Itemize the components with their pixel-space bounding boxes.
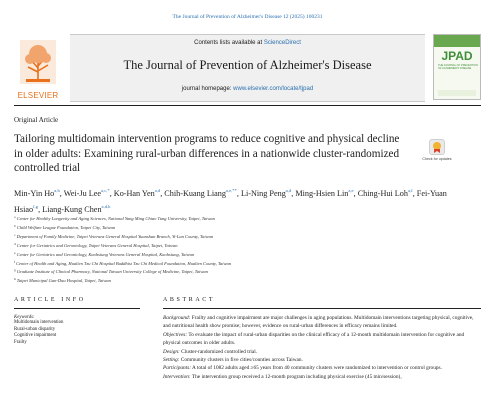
affiliation-item <box>14 214 454 223</box>
author[interactable] <box>358 189 417 198</box>
abstract-section-text: A total of 1082 adults aged ≥65 years from 40 community clusters were randomized to intervention or control groups. <box>190 365 442 372</box>
author-separator: , <box>38 204 43 214</box>
publisher-name: ELSEVIER <box>17 91 59 100</box>
check-updates-label: Check for updates <box>422 157 452 161</box>
author-separator: , <box>236 189 241 198</box>
journal-cover-thumbnail[interactable] <box>433 34 481 100</box>
author-name[interactable]: Min-Yin Ho <box>14 189 55 198</box>
affiliation-text: Taipei Municipal Gan-Dau Hospital, Taipei, Taiwan <box>16 278 111 284</box>
affiliation-mark: h <box>14 277 16 282</box>
cover-subtitle: THE JOURNAL OF PREVENTION OF ALZHEIMER'S DISEASE <box>438 64 478 71</box>
author[interactable] <box>295 189 357 198</box>
author-affiliation-marks[interactable]: a,c,* <box>101 188 110 193</box>
author[interactable] <box>164 189 241 198</box>
sciencedirect-link[interactable]: ScienceDirect <box>263 40 301 46</box>
affiliation-list <box>14 214 454 285</box>
cover-band <box>434 35 480 47</box>
abstract-paragraph <box>163 314 481 331</box>
abstract-paragraph <box>163 356 481 364</box>
cover-footer <box>438 90 476 96</box>
author-affiliation-marks[interactable]: a,d <box>154 188 161 193</box>
author[interactable] <box>42 205 110 214</box>
homepage-line <box>70 86 425 92</box>
abstract-section-text: The intervention group received a 12-month program including physical exercise (45 min/session), <box>190 373 402 380</box>
contents-prefix: Contents lists available at <box>194 40 264 46</box>
author-affiliation-marks[interactable]: a,e,** <box>225 188 237 193</box>
abstract-paragraph <box>163 373 481 381</box>
affiliation-text: Center of Health and Aging, Hualien Tzu Chi Hospital Buddhist Tzu Chi Medical Foundation, Hualien County, Taiwan <box>16 260 232 266</box>
updates-ribbon-icon <box>430 140 444 154</box>
author-separator: , <box>291 189 296 198</box>
affiliation-mark: g <box>14 268 16 273</box>
abstract-section-label: Participants: <box>163 365 191 372</box>
masthead-divider <box>14 105 481 106</box>
affiliation-mark: c <box>14 232 16 237</box>
keywords-label: Keywords: <box>14 315 35 320</box>
cover-title: JPAD <box>441 49 473 63</box>
keyword-item: Rural-urban disparity <box>14 326 56 332</box>
author[interactable] <box>64 189 114 198</box>
affiliation-item <box>14 223 454 232</box>
abstract-body <box>163 314 481 381</box>
author-name[interactable]: Ko-Han Yen <box>113 189 155 198</box>
abstract-section-label: Design: <box>163 348 180 355</box>
author-affiliation-marks[interactable]: a,d,h <box>101 203 111 209</box>
author-affiliation-marks[interactable]: a,f <box>407 188 413 193</box>
affiliation-mark: e <box>14 250 16 255</box>
homepage-link[interactable]: www.elsevier.com/locate/tjpad <box>233 86 314 92</box>
check-for-updates-badge[interactable] <box>422 139 452 169</box>
elsevier-tree-icon <box>20 40 56 84</box>
abstract-section-text: Cluster-randomized controlled trial. <box>179 348 258 355</box>
article-info-column <box>14 297 140 346</box>
check-updates-icon <box>429 139 445 155</box>
affiliation-text: Center for Healthy Longevity and Aging Sciences, National Yang Ming Chiao Tung University, Taipei, Taiwan <box>16 216 215 221</box>
article-info-heading: ARTICLE INFO <box>14 297 140 309</box>
author-separator: , <box>109 189 114 198</box>
abstract-section-text: Frailty and cognitive impairment are major challenges in aging populations. Multidomain interventions targeting physical, cognitive, and nutritional health show promise; however, evidence on rural-urban differences in efficacy remains limited. <box>163 315 474 330</box>
author-name[interactable]: Ming-Hsien Lin <box>295 189 349 198</box>
affiliation-text: Child Welfare League Foundation, Taipei City, Taiwan <box>16 224 116 230</box>
author-name[interactable]: Fei-Yuan Hsiao <box>14 189 447 214</box>
keyword-list <box>14 320 140 346</box>
abstract-paragraph <box>163 364 481 372</box>
author-separator: , <box>160 189 165 198</box>
affiliation-mark: a <box>14 215 16 219</box>
author[interactable] <box>241 189 295 198</box>
affiliation-item <box>14 241 454 250</box>
journal-masthead <box>14 34 481 100</box>
author-affiliation-marks[interactable]: a,d <box>285 188 292 193</box>
affiliation-text: Department of Family Medicine, Taipei Veterans General Hospital Yuanshan Branch, Yi-Lan County, Taiwan <box>16 233 214 239</box>
author-name[interactable]: Li-Ning Peng <box>240 189 286 198</box>
journal-title: The Journal of Prevention of Alzheimer's Disease <box>123 58 372 72</box>
affiliation-text: Center for Geriatrics and Gerontology, Taipei Veterans General Hospital, Taipei, Taiwan <box>16 242 178 248</box>
abstract-column <box>163 297 481 381</box>
abstract-heading: ABSTRACT <box>163 297 481 309</box>
masthead-banner <box>70 34 425 102</box>
author[interactable] <box>14 189 64 198</box>
abstract-section-label: Objectives: <box>163 331 188 338</box>
affiliation-mark: b <box>14 223 16 228</box>
author-name[interactable]: Wei-Ju Lee <box>63 189 102 198</box>
affiliation-item <box>14 267 454 276</box>
affiliation-item <box>14 232 454 241</box>
running-header[interactable]: The Journal of Prevention of Alzheimer's Disease 12 (2025) 100231 <box>172 14 323 20</box>
affiliation-mark: d <box>14 241 16 246</box>
abstract-section-text: To evaluate the impact of rural-urban disparities on the clinical efficacy of a 12-month multidomain intervention for cognitive and physical outcomes in older adults. <box>163 331 465 347</box>
author-name[interactable]: Liang-Kung Chen <box>42 204 102 214</box>
author-affiliation-marks[interactable]: a,e <box>348 188 354 193</box>
affiliation-item <box>14 250 454 259</box>
abstract-paragraph <box>163 331 481 348</box>
author-name[interactable]: Chih-Kuang Liang <box>164 189 226 198</box>
author-list <box>14 185 469 216</box>
abstract-section-text: Community clusters in five cities/counties across Taiwan. <box>179 357 303 364</box>
article-title: Tailoring multidomain intervention programs to reduce cognitive and physical decline in older adults: Examining rural-urban differences in a nationwide cluster-randomized controlled trial <box>14 133 400 174</box>
affiliation-mark: f <box>14 259 16 264</box>
elsevier-logo[interactable] <box>14 34 62 100</box>
abstract-section-label: Background: <box>163 315 191 321</box>
affiliation-text: Center for Geriatrics and Gerontology, Kaohsiung Veterans General Hospital, Kaohsiung, Taiwan <box>16 251 195 257</box>
abstract-section-label: Intervention: <box>163 373 191 380</box>
author-name[interactable]: Ching-Hui Loh <box>357 189 408 198</box>
affiliation-item <box>14 276 454 285</box>
author[interactable] <box>114 189 165 198</box>
author-separator: , <box>59 189 64 198</box>
author-separator: , <box>412 189 417 198</box>
article-type: Original Article <box>14 116 59 124</box>
keyword-item: Cognitive impairment <box>14 333 57 339</box>
affiliation-text: Graduate Institute of Clinical Pharmacy, National Taiwan University College of Medicine, Taipei, Taiwan <box>16 269 208 275</box>
keyword-item: Multidomain intervention <box>14 320 64 325</box>
abstract-section-label: Setting: <box>163 357 180 364</box>
author-affiliation-marks[interactable]: a,b <box>54 188 60 193</box>
abstract-paragraph <box>163 348 481 356</box>
author-separator: , <box>353 189 358 198</box>
homepage-prefix: journal homepage: <box>181 86 234 92</box>
author-affiliation-marks[interactable]: f,g <box>33 203 39 209</box>
keyword-item: Frailty <box>14 339 27 345</box>
contents-line <box>70 40 425 46</box>
affiliation-item <box>14 259 454 268</box>
